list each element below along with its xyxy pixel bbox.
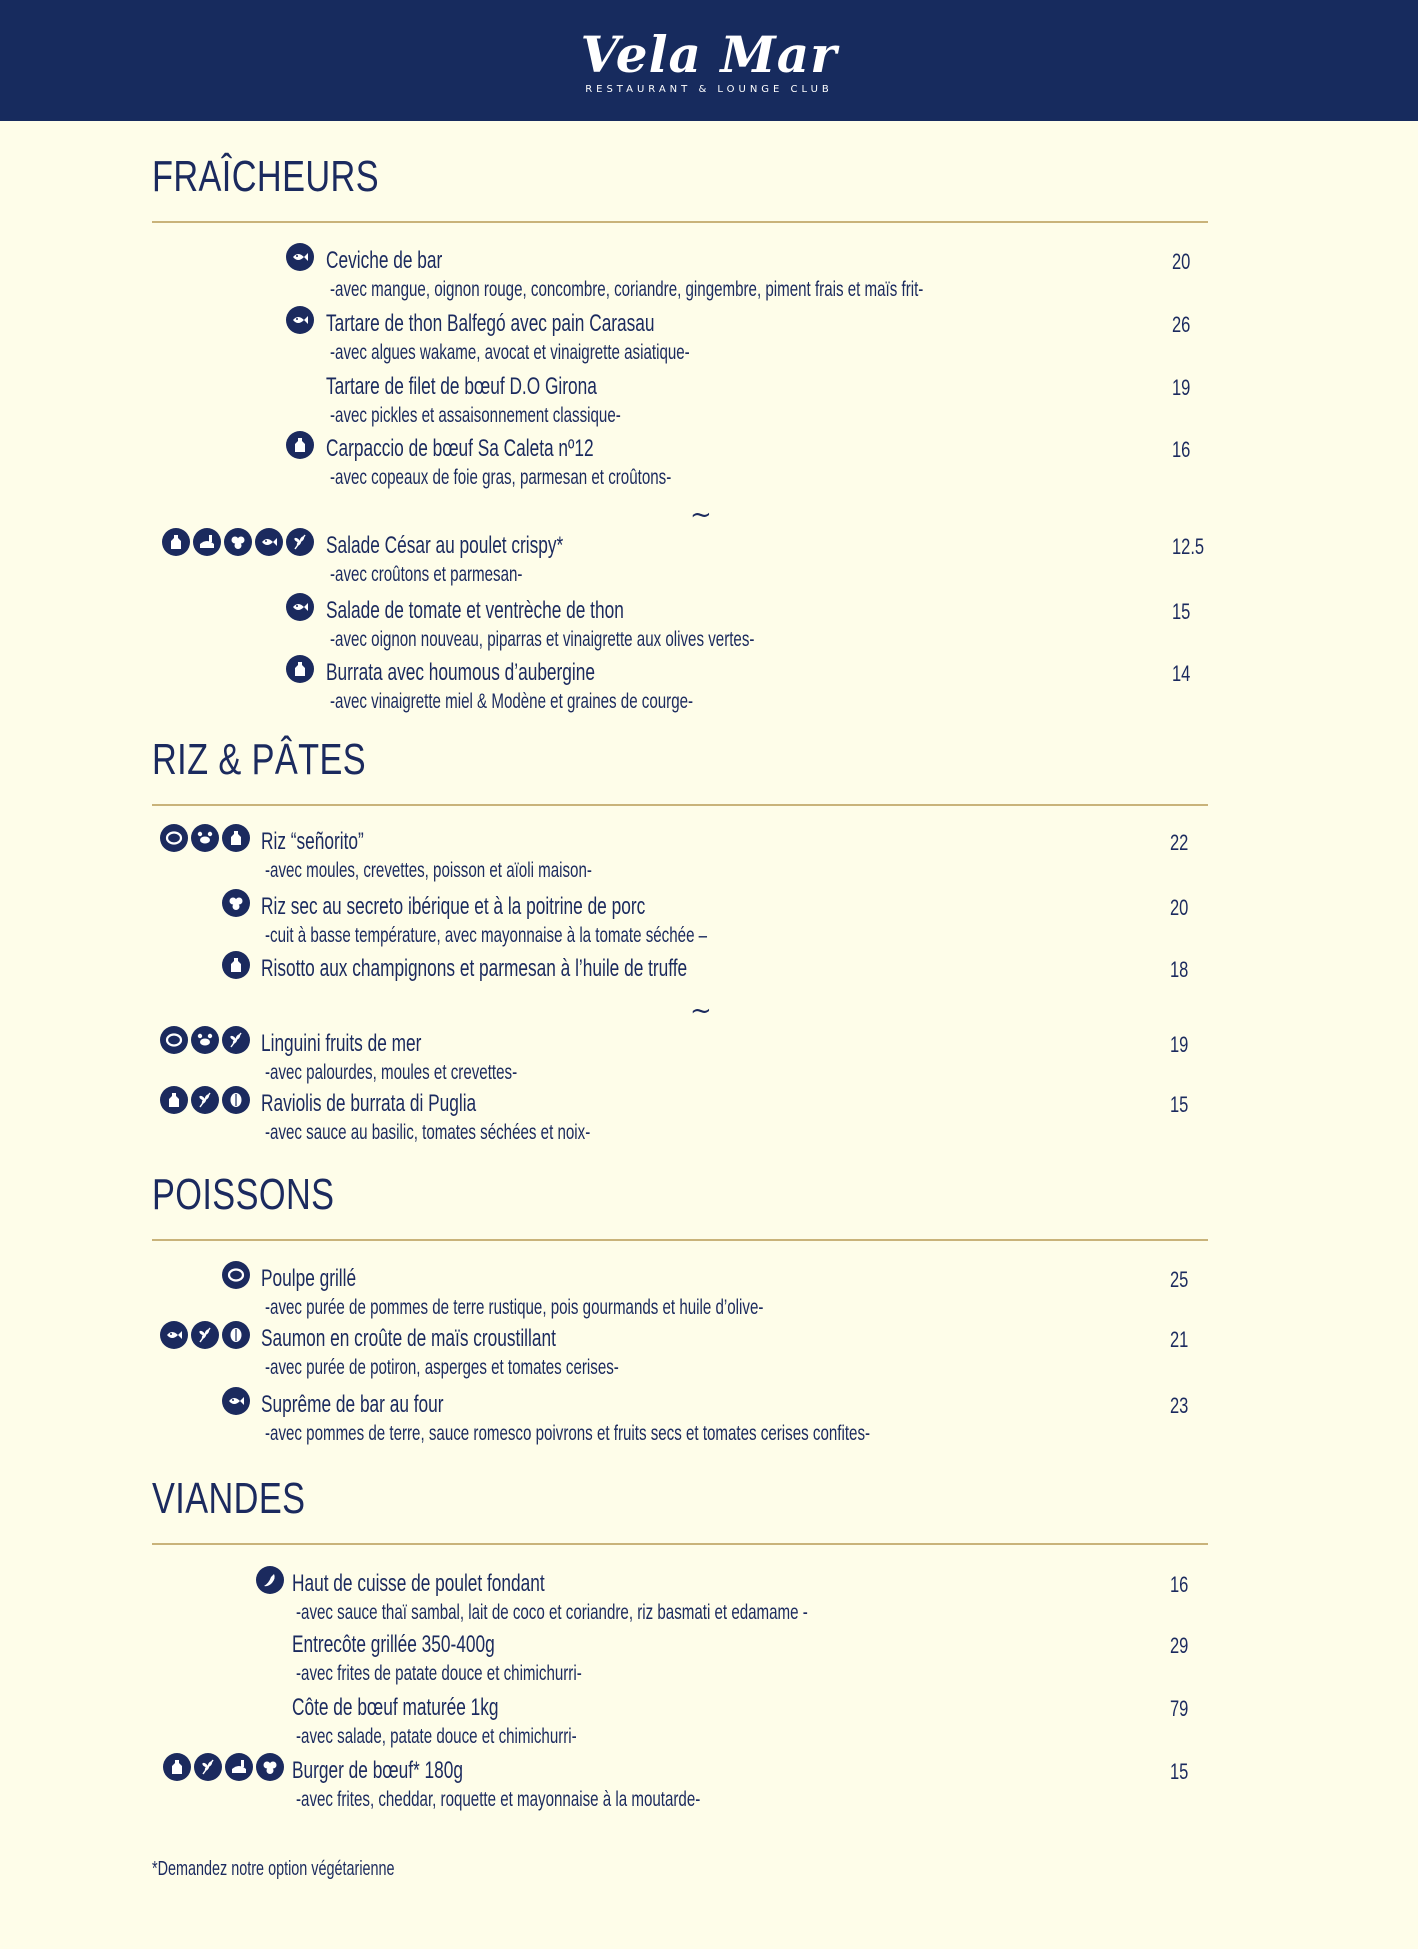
allergen-icons [286, 306, 314, 334]
dish-description: -avec mangue, oignon rouge, concombre, coriandre, gingembre, piment frais et maïs frit- [330, 278, 924, 301]
dish-name: Poulpe grillé [261, 1265, 357, 1292]
allergen-icons [286, 431, 314, 459]
milk-icon [222, 951, 250, 979]
dish-name: Côte de bœuf maturée 1kg [292, 1694, 499, 1721]
dish-name: Carpaccio de bœuf Sa Caleta nº12 [326, 435, 594, 462]
section-viandes [152, 1474, 1208, 1523]
allergen-icons [222, 1261, 250, 1289]
dish-name: Burrata avec houmous d’aubergine [326, 659, 595, 686]
dish-price: 23 [1170, 1393, 1189, 1418]
fish-icon [286, 243, 314, 271]
footnote: *Demandez notre option végétarienne [152, 1858, 395, 1880]
dish-name: Suprême de bar au four [261, 1391, 444, 1418]
dish-description: -avec vinaigrette miel & Modène et graines de courge- [330, 690, 694, 713]
dish-price: 19 [1172, 375, 1191, 400]
fish-icon [160, 1321, 188, 1349]
dish-description: -cuit à basse température, avec mayonnaise à la tomate séchée – [265, 924, 708, 947]
dish-price: 19 [1170, 1032, 1189, 1057]
crab-icon [191, 1026, 219, 1054]
section-riz-pates [152, 735, 1208, 784]
dish-name: Tartare de filet de bœuf D.O Girona [326, 373, 597, 400]
dish-description: -avec frites de patate douce et chimichurri- [296, 1662, 582, 1685]
egg-icon [222, 889, 250, 917]
separator-tilde: ~ [690, 500, 712, 530]
milk-icon [160, 1086, 188, 1114]
section-fraicheurs [152, 152, 1208, 201]
dish-price: 14 [1172, 661, 1191, 686]
section-divider [152, 1543, 1208, 1545]
dish-name: Risotto aux champignons et parmesan à l’huile de truffe [261, 955, 688, 982]
milk-icon [286, 431, 314, 459]
egg-icon [224, 528, 252, 556]
restaurant-tagline: RESTAURANT & LOUNGE CLUB [585, 84, 833, 95]
dish-description: -avec purée de potiron, asperges et tomates cerises- [265, 1356, 619, 1379]
dish-name: Linguini fruits de mer [261, 1030, 422, 1057]
dish-description: -avec palourdes, moules et crevettes- [265, 1061, 518, 1084]
section-divider [152, 1239, 1208, 1241]
shell-icon [222, 1261, 250, 1289]
dish-description: -avec moules, crevettes, poisson et aïoli maison- [265, 859, 592, 882]
dish-description: -avec pommes de terre, sauce romesco poivrons et fruits secs et tomates cerises confites- [265, 1422, 871, 1445]
dish-name: Haut de cuisse de poulet fondant [292, 1570, 545, 1597]
pepper-icon [256, 1566, 284, 1594]
dish-price: 15 [1172, 599, 1191, 624]
dish-price: 12.5 [1172, 534, 1205, 559]
dish-description: -avec pickles et assaisonnement classique- [330, 404, 621, 427]
milk-icon [163, 1753, 191, 1781]
allergen-icons [160, 1086, 250, 1114]
allergen-icons [222, 889, 250, 917]
allergen-icons [160, 1026, 250, 1054]
dish-name: Entrecôte grillée 350-400g [292, 1631, 495, 1658]
wheat-icon [191, 1321, 219, 1349]
allergen-icons [160, 1321, 250, 1349]
mustard-icon [193, 528, 221, 556]
nut-icon [222, 1086, 250, 1114]
allergen-icons [222, 951, 250, 979]
dish-name: Riz “señorito” [261, 828, 364, 855]
dish-price: 15 [1170, 1759, 1189, 1784]
dish-description: -avec copeaux de foie gras, parmesan et croûtons- [330, 466, 672, 489]
section-title: FRAÎCHEURS [152, 152, 380, 201]
wheat-icon [191, 1086, 219, 1114]
dish-price: 16 [1170, 1572, 1189, 1597]
dish-price: 18 [1170, 957, 1189, 982]
dish-name: Tartare de thon Balfegó avec pain Carasau [326, 310, 655, 337]
fish-icon [255, 528, 283, 556]
egg-icon [256, 1753, 284, 1781]
dish-price: 26 [1172, 312, 1191, 337]
dish-price: 25 [1170, 1267, 1189, 1292]
allergen-icons [286, 593, 314, 621]
dish-description: -avec oignon nouveau, piparras et vinaigrette aux olives vertes- [330, 628, 755, 651]
dish-description: -avec algues wakame, avocat et vinaigrette asiatique- [330, 341, 690, 364]
allergen-icons [162, 528, 314, 556]
crab-icon [191, 824, 219, 852]
dish-price: 15 [1170, 1092, 1189, 1117]
dish-price: 20 [1170, 895, 1189, 920]
header-banner [0, 0, 1418, 121]
dish-description: -avec purée de pommes de terre rustique, pois gourmands et huile d’olive- [265, 1296, 764, 1319]
dish-price: 16 [1172, 437, 1191, 462]
milk-icon [222, 824, 250, 852]
shell-icon [160, 824, 188, 852]
mustard-icon [225, 1753, 253, 1781]
section-poissons [152, 1170, 1208, 1219]
allergen-icons [160, 824, 250, 852]
dish-name: Salade de tomate et ventrèche de thon [326, 597, 624, 624]
dish-price: 29 [1170, 1633, 1189, 1658]
allergen-icons [286, 243, 314, 271]
allergen-icons [256, 1566, 284, 1594]
section-title: VIANDES [152, 1474, 306, 1523]
dish-price: 22 [1170, 830, 1189, 855]
dish-name: Burger de bœuf* 180g [292, 1757, 463, 1784]
dish-price: 20 [1172, 249, 1191, 274]
dish-price: 79 [1170, 1696, 1189, 1721]
dish-name: Raviolis de burrata di Puglia [261, 1090, 477, 1117]
milk-icon [162, 528, 190, 556]
dish-name: Saumon en croûte de maïs croustillant [261, 1325, 556, 1352]
fish-icon [286, 306, 314, 334]
dish-name: Salade César au poulet crispy* [326, 532, 564, 559]
restaurant-logo: Vela Mar [580, 25, 838, 84]
section-divider [152, 221, 1208, 223]
section-divider [152, 804, 1208, 806]
fish-icon [286, 593, 314, 621]
wheat-icon [194, 1753, 222, 1781]
shell-icon [160, 1026, 188, 1054]
dish-price: 21 [1170, 1327, 1189, 1352]
dish-name: Riz sec au secreto ibérique et à la poitrine de porc [261, 893, 646, 920]
nut-icon [222, 1321, 250, 1349]
dish-description: -avec sauce thaï sambal, lait de coco et coriandre, riz basmati et edamame - [296, 1601, 808, 1624]
dish-description: -avec croûtons et parmesan- [330, 563, 523, 586]
dish-name: Ceviche de bar [326, 247, 443, 274]
fish-icon [222, 1387, 250, 1415]
dish-description: -avec sauce au basilic, tomates séchées et noix- [265, 1121, 591, 1144]
section-title: RIZ & PÂTES [152, 735, 367, 784]
separator-tilde: ~ [690, 996, 712, 1026]
wheat-icon [222, 1026, 250, 1054]
dish-description: -avec frites, cheddar, roquette et mayonnaise à la moutarde- [296, 1788, 701, 1811]
section-title: POISSONS [152, 1170, 335, 1219]
allergen-icons [163, 1753, 284, 1781]
allergen-icons [286, 655, 314, 683]
allergen-icons [222, 1387, 250, 1415]
dish-description: -avec salade, patate douce et chimichurri- [296, 1725, 577, 1748]
wheat-icon [286, 528, 314, 556]
milk-icon [286, 655, 314, 683]
